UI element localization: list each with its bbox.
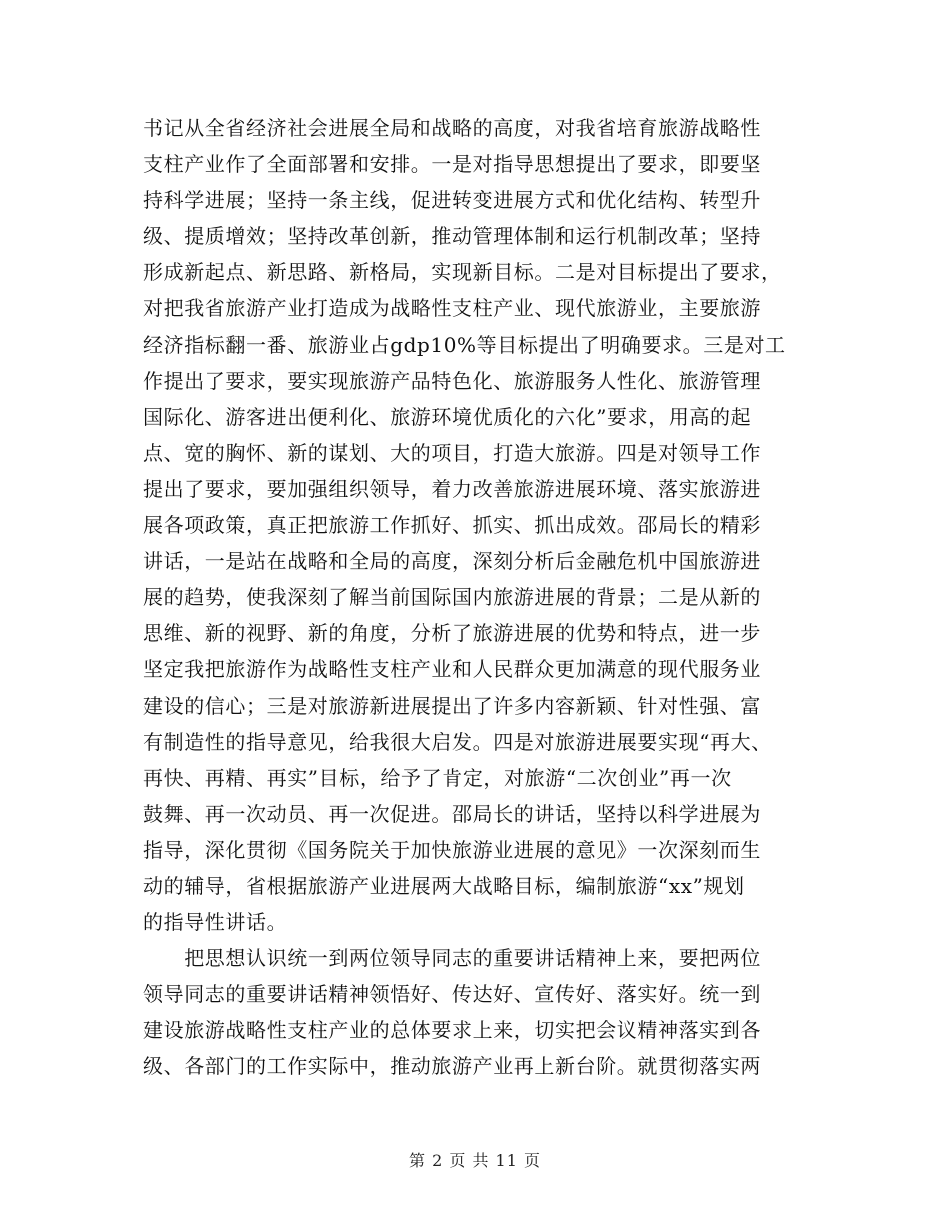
text-line: 持科学进展；坚持一条主线，促进转变进展方式和优化结构、转型升 — [143, 188, 761, 213]
text-line: 指导，深化贯彻《国务院关于加快旅游业进展的意见》一次深刻而生 — [143, 837, 761, 862]
text-line: 书记从全省经济社会进展全局和战略的高度，对我省培育旅游战略性 — [143, 116, 761, 140]
page-number-footer: 第 2 页 共 11 页 — [409, 1151, 541, 1170]
text-line: 展的趋势，使我深刻了解当前国际国内旅游进展的背景；二是从新的 — [143, 585, 761, 610]
text-line: 对把我省旅游产业打造成为战略性支柱产业、现代旅游业，主要旅游 — [143, 296, 761, 321]
text-line: 再快、再精、再实”目标，给予了肯定，对旅游“二次创业”再一次 — [143, 765, 732, 790]
text-line: 建设旅游战略性支柱产业的总体要求上来，切实把会议精神落实到各 — [143, 1018, 761, 1043]
text-line: 形成新起点、新思路、新格局，实现新目标。二是对目标提出了要求， — [143, 260, 782, 285]
text-line: 把思想认识统一到两位领导同志的重要讲话精神上来，要把两位 — [143, 946, 761, 971]
body-text — [143, 110, 823, 1085]
text-line: 有制造性的指导意见，给我很大启发。四是对旅游进展要实现“再大、 — [143, 729, 772, 754]
text-line: 讲话，一是站在战略和全局的高度，深刻分析后金融危机中国旅游进 — [143, 549, 761, 574]
text-line: 支柱产业作了全面部署和安排。一是对指导思想提出了要求，即要坚 — [143, 152, 761, 177]
text-line: 领导同志的重要讲话精神领悟好、传达好、宣传好、落实好。统一到 — [143, 982, 761, 1007]
text-line: 级、各部门的工作实际中，推动旅游产业再上新台阶。就贯彻落实两 — [143, 1054, 761, 1079]
text-line: 国际化、游客进出便利化、旅游环境优质化的六化”要求，用高的起 — [143, 404, 752, 429]
text-line: 鼓舞、再一次动员、再一次促进。邵局长的讲话，坚持以科学进展为 — [143, 801, 761, 826]
text-line: 作提出了要求，要实现旅游产品特色化、旅游服务人性化、旅游管理 — [143, 368, 761, 393]
text-line: 思维、新的视野、新的角度，分析了旅游进展的优势和特点，进一步 — [143, 621, 761, 646]
text-line: 动的辅导，省根据旅游产业进展两大战略目标，编制旅游“xx”规划 — [143, 873, 745, 898]
text-line: 点、宽的胸怀、新的谋划、大的项目，打造大旅游。四是对领导工作 — [143, 440, 761, 465]
text-line: 建设的信心；三是对旅游新进展提出了许多内容新颖、针对性强、富 — [143, 693, 761, 718]
text-line: 展各项政策，真正把旅游工作抓好、抓实、抓出成效。邵局长的精彩 — [143, 513, 761, 538]
text-line: 级、提质增效；坚持改革创新，推动管理体制和运行机制改革；坚持 — [143, 224, 761, 249]
text-line: 提出了要求，要加强组织领导，着力改善旅游进展环境、落实旅游进 — [143, 476, 761, 501]
text-line: 经济指标翻一番、旅游业占gdp10%等目标提出了明确要求。三是对工 — [143, 332, 786, 357]
text-line: 坚定我把旅游作为战略性支柱产业和人民群众更加满意的现代服务业 — [143, 657, 761, 682]
text-line: 的指导性讲话。 — [143, 910, 288, 935]
